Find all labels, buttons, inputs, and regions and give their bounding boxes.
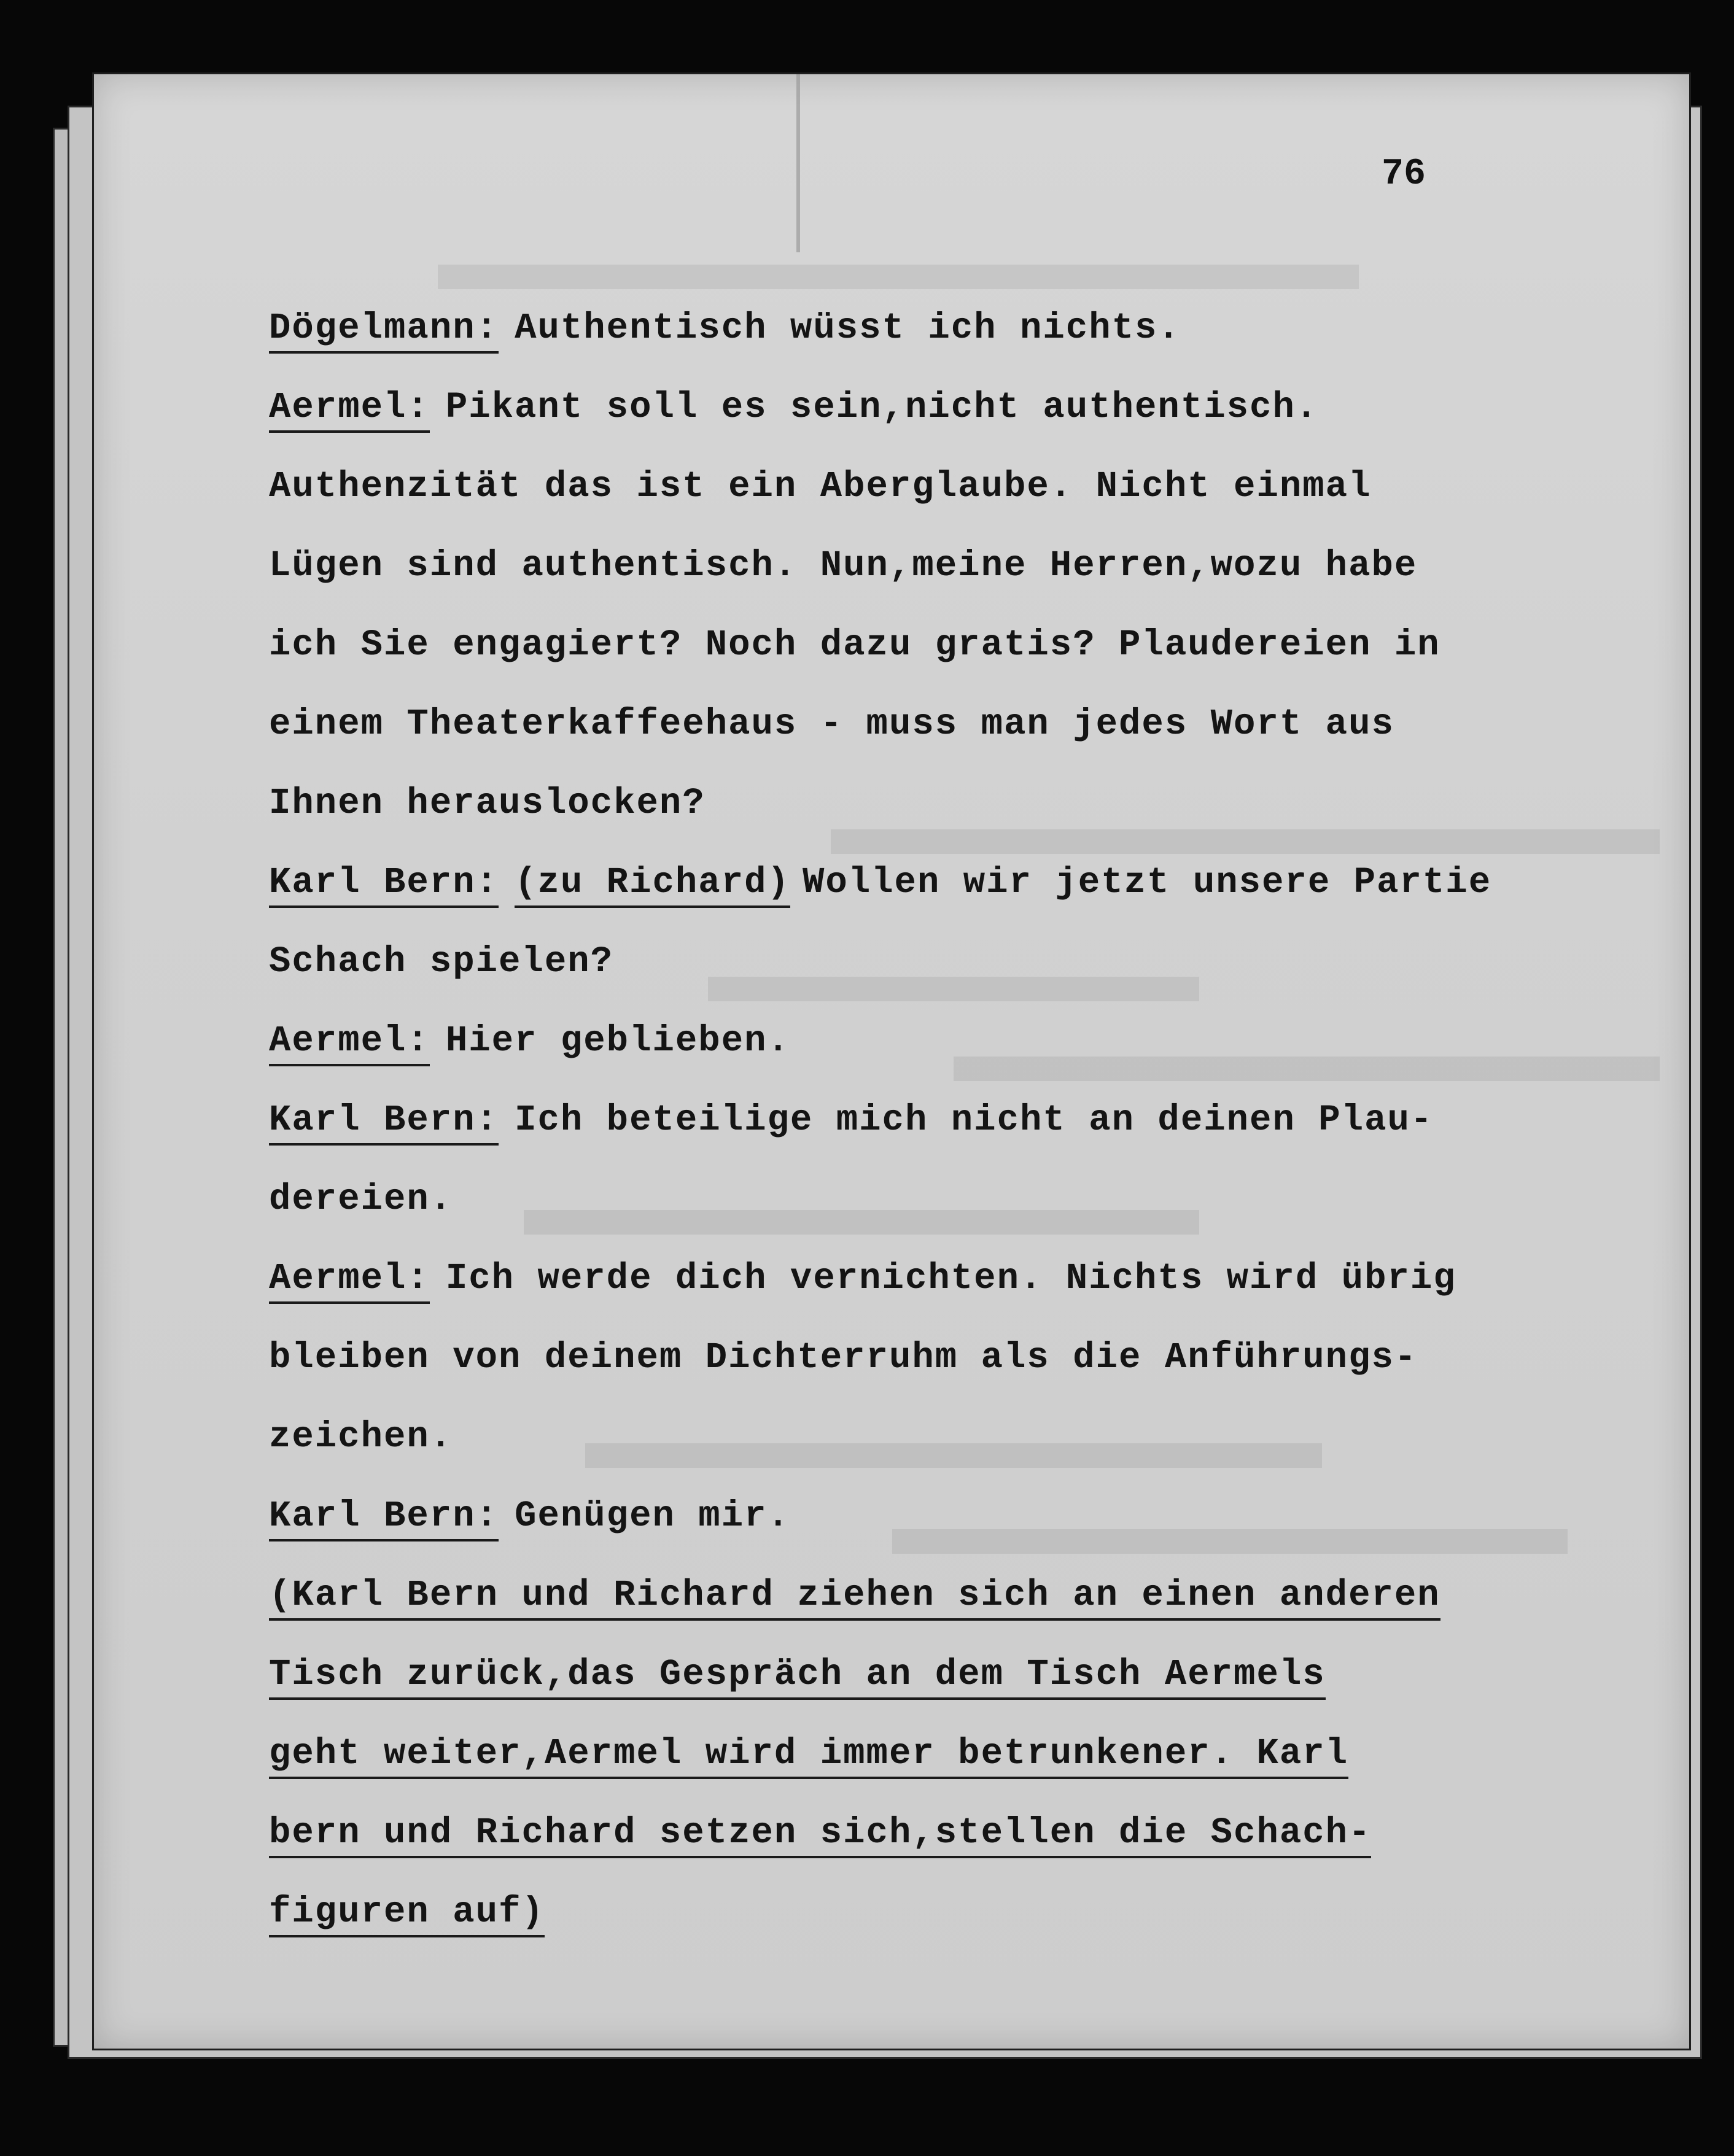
line-text: Authentisch wüsst ich nichts. bbox=[515, 308, 1181, 349]
line-text: Wollen wir jetzt unsere Partie bbox=[802, 862, 1492, 903]
speaker-name: Karl Bern: bbox=[269, 860, 499, 908]
speaker-name: Karl Bern: bbox=[269, 1494, 499, 1541]
page-number: 76 bbox=[1382, 153, 1426, 195]
line-text: einem Theaterkaffeehaus - muss man jedes Wort aus bbox=[269, 704, 1394, 745]
dialogue-line bbox=[269, 684, 1491, 764]
dialogue-line bbox=[269, 447, 1491, 526]
line-text: Pikant soll es sein,nicht authentisch. bbox=[445, 387, 1319, 428]
stage-direction-text: (Karl Bern und Richard ziehen sich an einen anderen bbox=[269, 1573, 1440, 1621]
show-through bbox=[438, 265, 1359, 289]
dialogue-block bbox=[269, 289, 1491, 1952]
line-text: Ich beteilige mich nicht an deinen Plau- bbox=[515, 1099, 1434, 1141]
line-text: bleiben von deinem Dichterruhm als die Anführungs- bbox=[269, 1337, 1418, 1378]
dialogue-line bbox=[269, 289, 1491, 368]
inline-direction: (zu Richard) bbox=[515, 860, 790, 908]
speaker-name: Aermel: bbox=[269, 385, 430, 433]
stage-direction-line bbox=[269, 1556, 1491, 1635]
stage-direction-line bbox=[269, 1714, 1491, 1793]
dialogue-line bbox=[269, 922, 1491, 1001]
dialogue-line bbox=[269, 1080, 1491, 1160]
speaker-name: Dögelmann: bbox=[269, 306, 499, 354]
dialogue-line bbox=[269, 526, 1491, 605]
line-text: Authenzität das ist ein Aberglaube. Nicht einmal bbox=[269, 466, 1372, 507]
dialogue-line bbox=[269, 1318, 1491, 1397]
fold-mark bbox=[796, 74, 800, 252]
dialogue-line bbox=[269, 368, 1491, 447]
line-text: Genügen mir. bbox=[515, 1495, 790, 1537]
speaker-name: Karl Bern: bbox=[269, 1098, 499, 1146]
line-text: Lügen sind authentisch. Nun,meine Herren,wozu habe bbox=[269, 545, 1418, 586]
stage-direction-text: Tisch zurück,das Gespräch an dem Tisch Aermels bbox=[269, 1652, 1326, 1700]
line-text: Ich werde dich vernichten. Nichts wird übrig bbox=[445, 1258, 1456, 1299]
stage-direction-line bbox=[269, 1872, 1491, 1952]
stage-direction-line bbox=[269, 1635, 1491, 1714]
dialogue-line bbox=[269, 1239, 1491, 1318]
stage-direction-text: figuren auf) bbox=[269, 1890, 545, 1937]
line-text: ich Sie engagiert? Noch dazu gratis? Plaudereien in bbox=[269, 624, 1440, 665]
stage-direction-text: bern und Richard setzen sich,stellen die Schach- bbox=[269, 1810, 1371, 1858]
line-text: Ihnen herauslocken? bbox=[269, 783, 706, 824]
dialogue-line bbox=[269, 1001, 1491, 1080]
dialogue-line bbox=[269, 843, 1491, 922]
dialogue-line bbox=[269, 1160, 1491, 1239]
speaker-name: Aermel: bbox=[269, 1018, 430, 1066]
dialogue-line bbox=[269, 1397, 1491, 1476]
stage-direction-line bbox=[269, 1793, 1491, 1872]
dialogue-line bbox=[269, 1476, 1491, 1556]
speaker-name: Aermel: bbox=[269, 1256, 430, 1304]
line-text: zeichen. bbox=[269, 1416, 453, 1457]
line-text: Hier geblieben. bbox=[445, 1020, 790, 1061]
stage-direction-text: geht weiter,Aermel wird immer betrunkener. Karl bbox=[269, 1731, 1348, 1779]
dialogue-line bbox=[269, 605, 1491, 684]
line-text: dereien. bbox=[269, 1179, 453, 1220]
line-text: Schach spielen? bbox=[269, 941, 614, 982]
dialogue-line bbox=[269, 764, 1491, 843]
